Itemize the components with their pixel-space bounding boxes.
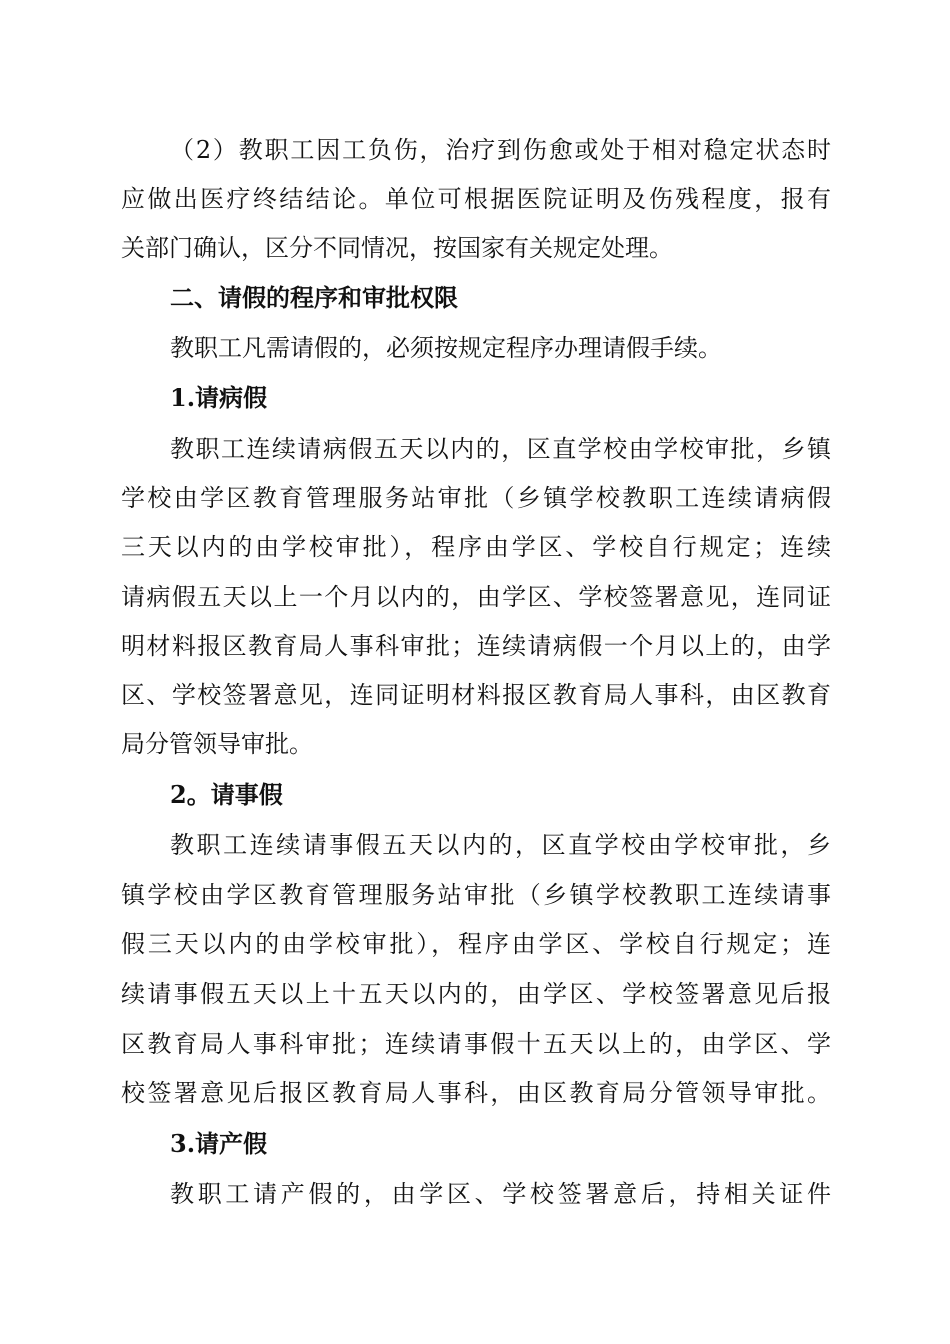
paragraph-line: 教职工连续请事假五天以内的，区直学校由学校审批，乡 (170, 831, 831, 859)
paragraph-line: 关部门确认，区分不同情况，按国家有关规定处理。 (121, 234, 673, 262)
subsection-heading: 2。请事假 (170, 780, 283, 809)
section-heading: 二、请假的程序和审批权限 (170, 283, 458, 312)
paragraph-line: 教职工请产假的，由学区、学校签署意后，持相关证件 (170, 1180, 831, 1208)
paragraph-line: 教职工连续请病假五天以内的，区直学校由学校审批，乡镇 (170, 435, 831, 463)
paragraph-line: 应做出医疗终结结论。单位可根据医院证明及伤残程度，报有 (121, 185, 831, 213)
paragraph-line: 学校由学区教育管理服务站审批（乡镇学校教职工连续请病假 (121, 484, 831, 512)
paragraph-line: 明材料报区教育局人事科审批；连续请病假一个月以上的，由学 (121, 632, 831, 660)
paragraph-line: 三天以内的由学校审批），程序由学区、学校自行规定；连续 (121, 533, 831, 561)
subsection-heading: 3.请产假 (170, 1129, 268, 1158)
paragraph-line: 镇学校由学区教育管理服务站审批（乡镇学校教职工连续请事 (121, 881, 831, 909)
subsection-heading: 1.请病假 (170, 383, 268, 412)
paragraph-line: 局分管领导审批。 (121, 730, 313, 758)
paragraph-line: 区教育局人事科审批；连续请事假十五天以上的，由学区、学 (121, 1030, 831, 1058)
paragraph-line: 区、学校签署意见，连同证明材料报区教育局人事科，由区教育 (121, 681, 831, 709)
paragraph-line: 续请事假五天以上十五天以内的，由学区、学校签署意见后报 (121, 980, 831, 1008)
paragraph-line: 请病假五天以上一个月以内的，由学区、学校签署意见，连同证 (121, 583, 831, 611)
paragraph-line: 假三天以内的由学校审批），程序由学区、学校自行规定；连 (121, 930, 831, 958)
paragraph-line: 校签署意见后报区教育局人事科，由区教育局分管领导审批。 (121, 1079, 831, 1107)
paragraph-line: （2）教职工因工负伤，治疗到伤愈或处于相对稳定状态时 (170, 136, 831, 164)
paragraph-line: 教职工凡需请假的，必须按规定程序办理请假手续。 (170, 334, 722, 362)
